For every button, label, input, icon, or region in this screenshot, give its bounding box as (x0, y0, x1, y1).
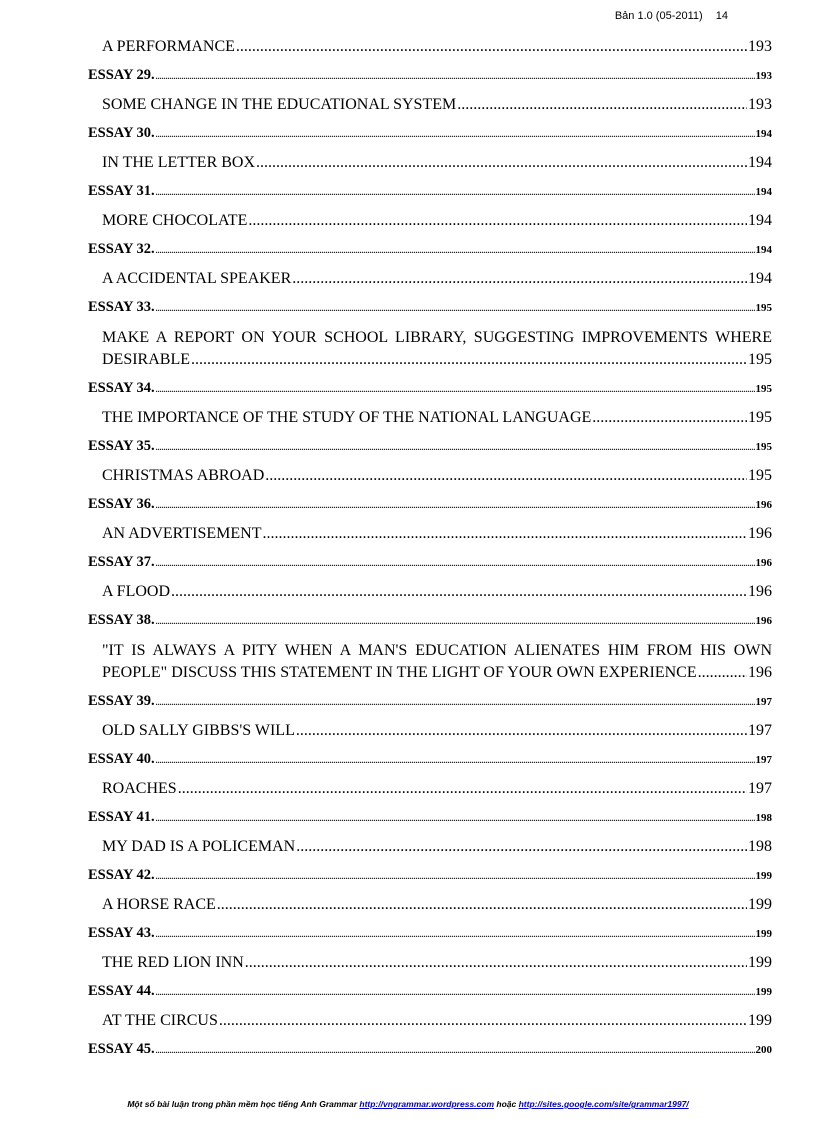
essay-heading-label: ESSAY 32. (88, 241, 155, 257)
page-number: 14 (715, 10, 728, 22)
toc-entry-title: AT THE CIRCUS (102, 1012, 218, 1029)
dot-leader (156, 433, 755, 462)
toc-entry-title: A PERFORMANCE (102, 38, 235, 55)
toc-page-number: 199 (755, 928, 772, 940)
dot-leader (296, 832, 747, 861)
toc-page-number: 198 (748, 838, 772, 855)
toc-entry-title: MORE CHOCOLATE (102, 212, 248, 229)
dot-leader (156, 978, 755, 1007)
toc-page-number: 194 (755, 186, 772, 198)
toc-essay-heading[interactable] (88, 861, 772, 890)
essay-heading-label: ESSAY 41. (88, 809, 155, 825)
toc-essay-heading[interactable] (88, 977, 772, 1006)
essay-heading-label: ESSAY 30. (88, 125, 155, 141)
dot-leader (191, 349, 747, 371)
toc-entry[interactable] (88, 519, 772, 548)
toc-essay-heading[interactable] (88, 61, 772, 90)
dot-leader (592, 403, 747, 432)
toc-essay-heading[interactable] (88, 606, 772, 635)
toc-page-number: 196 (755, 615, 772, 627)
footer-link-google-sites[interactable]: http://sites.google.com/site/grammar1997/ (518, 1099, 689, 1109)
toc-essay-heading[interactable] (88, 548, 772, 577)
toc-essay-heading[interactable] (88, 919, 772, 948)
dot-leader (156, 375, 755, 404)
toc-page-number: 196 (748, 583, 772, 600)
toc-entry-title: A ACCIDENTAL SPEAKER (102, 270, 292, 287)
toc-page-number: 200 (755, 1044, 772, 1056)
toc-entry-multiline[interactable] (88, 635, 772, 687)
toc-page-number: 194 (755, 244, 772, 256)
toc-page-number: 199 (748, 954, 772, 971)
toc-entry[interactable] (88, 461, 772, 490)
toc-essay-heading[interactable] (88, 745, 772, 774)
essay-heading-label: ESSAY 45. (88, 1041, 155, 1057)
dot-leader (156, 549, 755, 578)
toc-entry[interactable] (88, 832, 772, 861)
footer-connector: hoặc (496, 1099, 517, 1109)
toc-page-number: 199 (748, 896, 772, 913)
toc-page-number: 197 (755, 696, 772, 708)
toc-entry-title: AN ADVERTISEMENT (102, 525, 262, 542)
toc-entry[interactable] (88, 90, 772, 119)
essay-heading-label: ESSAY 34. (88, 380, 155, 396)
essay-heading-label: ESSAY 35. (88, 438, 155, 454)
toc-essay-heading[interactable] (88, 687, 772, 716)
toc-page-number: 199 (755, 870, 772, 882)
toc-essay-heading[interactable] (88, 374, 772, 403)
dot-leader (156, 62, 755, 91)
toc-page-number: 194 (748, 270, 772, 287)
toc-page-number: 196 (748, 525, 772, 542)
essay-heading-label: ESSAY 29. (88, 67, 155, 83)
toc-page-number: 194 (748, 212, 772, 229)
essay-heading-label: ESSAY 36. (88, 496, 155, 512)
toc-page-number: 199 (748, 1012, 772, 1029)
toc-entry[interactable] (88, 403, 772, 432)
toc-entry-multiline[interactable] (88, 322, 772, 374)
essay-heading-label: ESSAY 33. (88, 299, 155, 315)
dot-leader (245, 948, 747, 977)
table-of-contents (88, 32, 772, 1064)
version-label: Bản 1.0 (05-2011) (614, 10, 703, 22)
toc-essay-heading[interactable] (88, 177, 772, 206)
toc-page-number: 193 (748, 96, 772, 113)
toc-entry[interactable] (88, 1006, 772, 1035)
toc-essay-heading[interactable] (88, 119, 772, 148)
toc-page-number: 197 (748, 722, 772, 739)
toc-entry[interactable] (88, 264, 772, 293)
dot-leader (265, 461, 747, 490)
essay-heading-label: ESSAY 31. (88, 183, 155, 199)
footer-text: Một số bài luận trong phần mềm học tiếng Anh Grammar (127, 1099, 358, 1109)
toc-page-number: 193 (748, 38, 772, 55)
toc-entry-title: OLD SALLY GIBBS'S WILL (102, 722, 295, 739)
dot-leader (156, 491, 755, 520)
dot-leader (236, 32, 747, 61)
essay-heading-label: ESSAY 43. (88, 925, 155, 941)
toc-essay-heading[interactable] (88, 235, 772, 264)
toc-entry-title-line2: PEOPLE" DISCUSS THIS STATEMENT IN THE LIGHT OF YOUR OWN EXPERIENCE (102, 664, 697, 681)
toc-page-number: 195 (755, 441, 772, 453)
toc-essay-heading[interactable] (88, 432, 772, 461)
toc-entry-title: MY DAD IS A POLICEMAN (102, 838, 296, 855)
toc-entry-title: ROACHES (102, 780, 177, 797)
dot-leader (457, 90, 747, 119)
essay-heading-label: ESSAY 38. (88, 612, 155, 628)
dot-leader (156, 607, 755, 636)
toc-entry[interactable] (88, 206, 772, 235)
toc-entry-title: THE IMPORTANCE OF THE STUDY OF THE NATIONAL LANGUAGE (102, 409, 592, 426)
toc-entry-title-line2: DESIRABLE (102, 351, 190, 368)
dot-leader (156, 1036, 755, 1065)
essay-heading-label: ESSAY 44. (88, 983, 155, 999)
essay-heading-label: ESSAY 40. (88, 751, 155, 767)
essay-heading-label: ESSAY 39. (88, 693, 155, 709)
toc-entry-title: IN THE LETTER BOX (102, 154, 256, 171)
dot-leader (156, 688, 755, 717)
toc-entry[interactable] (88, 148, 772, 177)
toc-page-number: 195 (748, 409, 772, 426)
toc-entry-title: CHRISTMAS ABROAD (102, 467, 265, 484)
toc-essay-heading[interactable] (88, 490, 772, 519)
dot-leader (178, 774, 747, 803)
dot-leader (156, 236, 755, 265)
dot-leader (156, 804, 755, 833)
toc-page-number: 194 (755, 128, 772, 140)
toc-entry-title-line1: MAKE A REPORT ON YOUR SCHOOL LIBRARY, SUGGESTING IMPROVEMENTS WHERE (102, 329, 772, 346)
toc-page-number: 195 (748, 467, 772, 484)
dot-leader (156, 178, 755, 207)
toc-page-number: 196 (748, 664, 772, 681)
dot-leader (292, 264, 747, 293)
dot-leader (256, 148, 747, 177)
toc-entry-title: SOME CHANGE IN THE EDUCATIONAL SYSTEM (102, 96, 457, 113)
dot-leader (156, 120, 755, 149)
toc-entry-title: THE RED LION INN (102, 954, 244, 971)
dot-leader (156, 862, 755, 891)
dot-leader (156, 920, 755, 949)
toc-entry[interactable] (88, 948, 772, 977)
toc-entry[interactable] (88, 577, 772, 606)
toc-page-number: 195 (748, 351, 772, 368)
dot-leader (296, 716, 747, 745)
dot-leader (262, 519, 747, 548)
toc-page-number: 196 (755, 499, 772, 511)
toc-page-number: 193 (755, 70, 772, 82)
toc-essay-heading[interactable] (88, 803, 772, 832)
toc-essay-heading[interactable] (88, 293, 772, 322)
toc-page-number: 196 (755, 557, 772, 569)
page-header (615, 10, 728, 22)
toc-page-number: 197 (748, 780, 772, 797)
toc-entry[interactable] (88, 890, 772, 919)
page-footer (0, 1099, 816, 1109)
toc-page-number: 197 (755, 754, 772, 766)
dot-leader (156, 746, 755, 775)
dot-leader (156, 294, 755, 323)
toc-page-number: 194 (748, 154, 772, 171)
dot-leader (248, 206, 747, 235)
essay-heading-label: ESSAY 42. (88, 867, 155, 883)
toc-page-number: 195 (755, 383, 772, 395)
dot-leader (217, 890, 747, 919)
toc-entry[interactable] (88, 716, 772, 745)
toc-page-number: 195 (755, 302, 772, 314)
dot-leader (171, 577, 747, 606)
toc-entry-title: A FLOOD (102, 583, 171, 600)
toc-entry-title-line1: "IT IS ALWAYS A PITY WHEN A MAN'S EDUCATION ALIENATES HIM FROM HIS OWN (102, 642, 772, 659)
toc-entry-title: A HORSE RACE (102, 896, 216, 913)
toc-essay-heading[interactable] (88, 1035, 772, 1064)
toc-entry[interactable] (88, 32, 772, 61)
toc-page-number: 199 (755, 986, 772, 998)
dot-leader (698, 662, 747, 684)
toc-entry[interactable] (88, 774, 772, 803)
footer-link-wordpress[interactable]: http://vngrammar.wordpress.com (359, 1099, 495, 1109)
dot-leader (219, 1006, 747, 1035)
toc-page-number: 198 (755, 812, 772, 824)
essay-heading-label: ESSAY 37. (88, 554, 155, 570)
